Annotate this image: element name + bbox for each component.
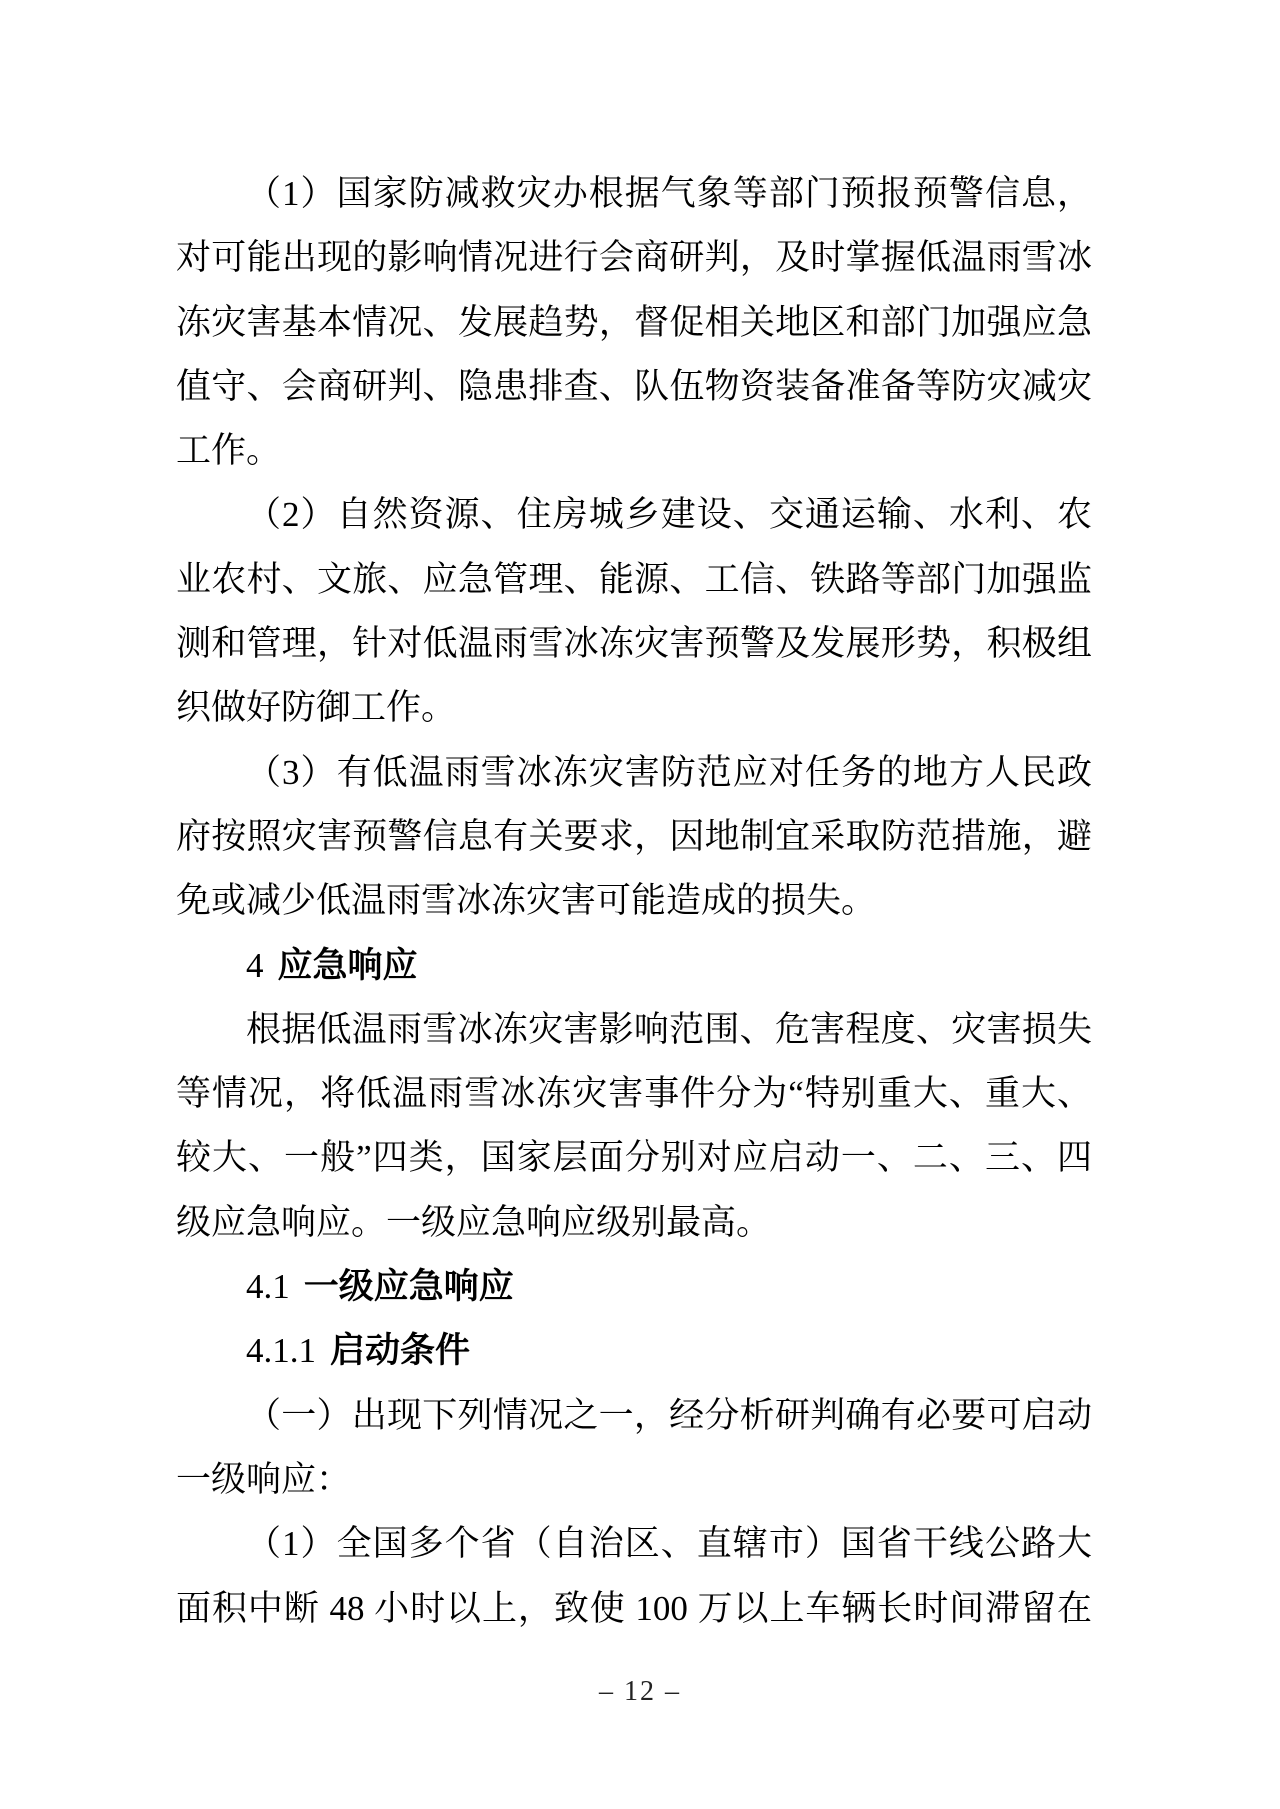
heading-line (176, 1255, 1092, 1319)
document-body (176, 162, 1092, 1641)
text-line: 根据低温雨雪冰冻灾害影响范围、危害程度、灾害损失 (246, 1009, 1092, 1049)
heading-label: 应急响应 (277, 945, 418, 986)
text-line: 较大、一般”四类，国家层面分别对应启动一、二、三、四 (176, 1138, 1092, 1178)
text-line: 测和管理，针对低温雨雪冰冻灾害预警及发展形势，积极组 (176, 624, 1092, 664)
heading-label: 一级应急响应 (303, 1267, 514, 1308)
text-line: 免或减少低温雨雪冰冻灾害可能造成的损失。 (176, 881, 877, 921)
text-line: （一）出现下列情况之一，经分析研判确有必要可启动 (246, 1395, 1092, 1435)
heading-number: 4.1 (246, 1267, 290, 1307)
text-line: 对可能出现的影响情况进行会商研判，及时掌握低温雨雪冰 (176, 238, 1092, 278)
text-line: 等情况，将低温雨雪冰冻灾害事件分为“特别重大、重大、 (176, 1074, 1092, 1114)
text-line: 织做好防御工作。 (176, 688, 457, 728)
heading-number: 4 (246, 945, 264, 985)
text-line: 面积中断 48 小时以上，致使 100 万以上车辆长时间滞留在 (176, 1588, 1092, 1628)
text-line: （3）有低温雨雪冰冻灾害防范应对任务的地方人民政 (246, 752, 1092, 792)
heading-label: 启动条件 (330, 1331, 471, 1372)
text-line: 冻灾害基本情况、发展趋势，督促相关地区和部门加强应急 (176, 302, 1092, 342)
heading-number: 4.1.1 (246, 1331, 316, 1371)
text-line: 级应急响应。一级应急响应级别最高。 (176, 1202, 772, 1242)
text-line: （2）自然资源、住房城乡建设、交通运输、水利、农 (246, 495, 1092, 535)
text-line: 值守、会商研判、隐患排查、队伍物资装备准备等防灾减灾 (176, 366, 1092, 406)
text-line: 一级响应： (176, 1459, 352, 1499)
heading-line (176, 1319, 1092, 1383)
heading-line (176, 934, 1092, 998)
text-line: （1）国家防减救灾办根据气象等部门预报预警信息， (246, 174, 1092, 213)
text-line: 府按照灾害预警信息有关要求，因地制宜采取防范措施，避 (176, 816, 1092, 856)
text-line: 工作。 (176, 431, 282, 471)
page-number: – 12 – (599, 1676, 681, 1707)
text-line: 业农村、文旅、应急管理、能源、工信、铁路等部门加强监 (176, 559, 1092, 599)
text-line: （1）全国多个省（自治区、直辖市）国省干线公路大 (246, 1524, 1092, 1564)
